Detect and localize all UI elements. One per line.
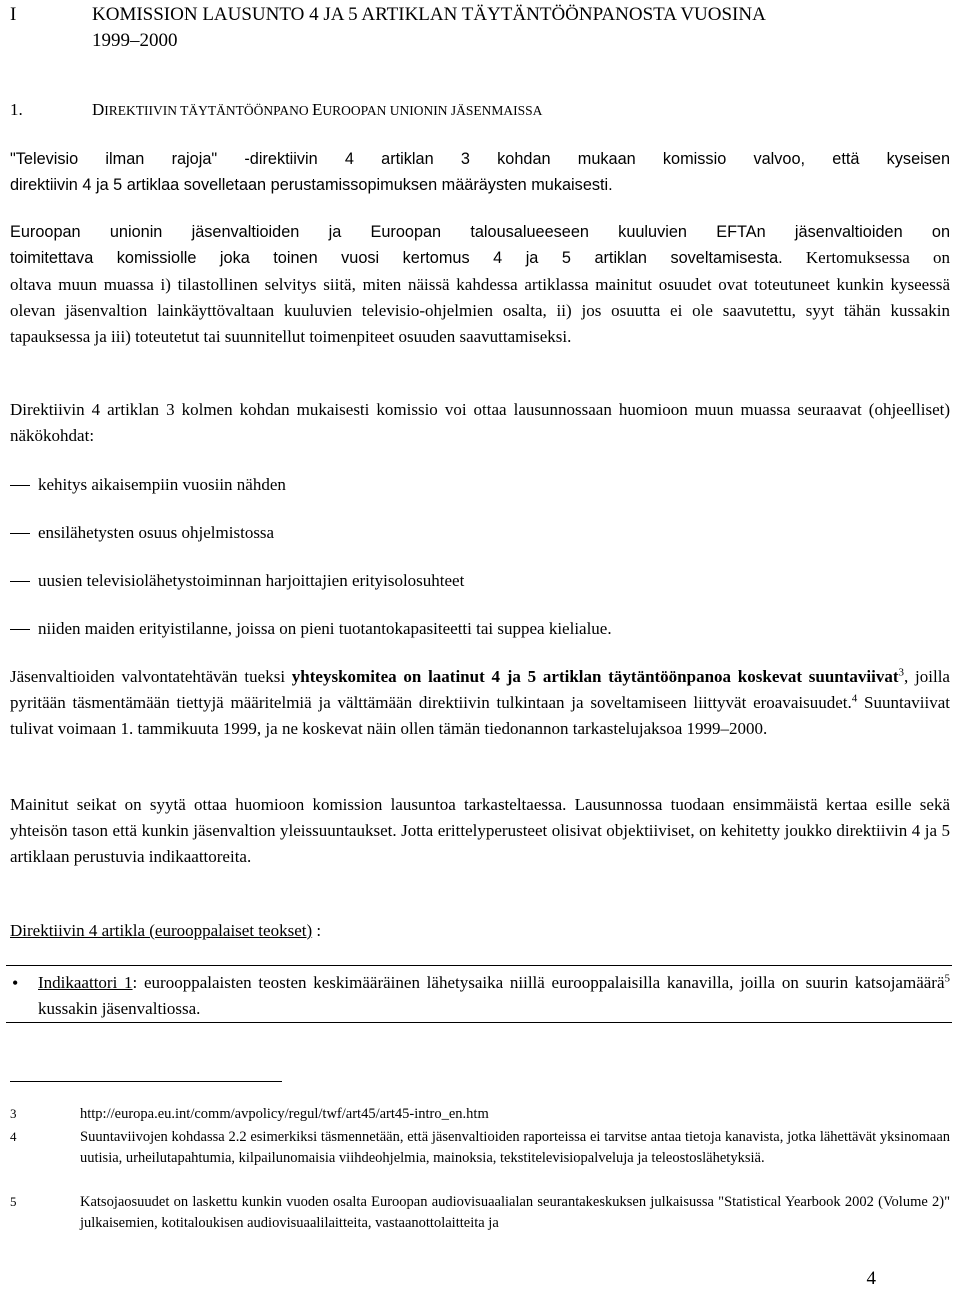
footnote-number: 4 (10, 1129, 17, 1144)
section-title-line2: 1999–2000 (92, 30, 178, 51)
paragraph-4-start: Jäsenvaltioiden valvontatehtävän tueksi (10, 667, 292, 686)
dash-list-item (0, 520, 960, 546)
section-title-line1: KOMISSION LAUSUNTO 4 JA 5 ARTIKLAN TÄYTÄNTÖÖNPANOSTA VUOSINA (92, 4, 766, 25)
dash-list-item (0, 616, 960, 642)
paragraph-2-rest: oltava muun muassa i) tilastollinen selvitys siitä, miten näissä kahdessa artiklassa mainitut osuudet ovat toteutuneet kunkin kyseessä olevan jäsenvaltion lainkäyttövaltaan kuuluvien televisio-ohjelmien osalta, ii) jos osuutta ei ole saavutettu, syyt tähän kussakin tapauksessa ja iii) toteutetut tai suunnitellut toimenpiteet osuuden saavuttamiseksi. (10, 275, 950, 346)
paragraph-4-after2: Suuntaviivat tulivat voimaan 1. tammikuuta 1999, ja ne koskevat näin ollen tämän tiedonannon tarkastelujaksoa 1999–2000. (10, 693, 950, 738)
paragraph-2-line2-sans: toimitettava komissiolle joka toinen vuosi kertomus 4 ja 5 artiklan soveltamisesta. (10, 249, 783, 267)
paragraph-2-line2 (10, 245, 950, 272)
paragraph-2-line2-serif: Kertomuksessa on (782, 248, 951, 267)
paragraph-2-line1: Euroopan unionin jäsenvaltioiden ja Euroopan talousalueeseen kuuluvien EFTAn jäsenvaltioiden on (10, 223, 950, 241)
dash-item-text: ensilähetysten osuus ohjelmistossa (38, 523, 275, 542)
dash-list-item (0, 568, 960, 594)
bullet-icon: • (12, 973, 19, 993)
subsection-title-rest1: IREKTIIVIN TÄYTÄNTÖÖNPANO (104, 103, 313, 118)
subsection-title-cap2: E (312, 100, 323, 119)
footnote-ref-3[interactable]: 3 (898, 666, 905, 679)
paragraph-3: Direktiivin 4 artiklan 3 kolmen kohdan mukaisesti komissio voi ottaa lausunnossaan huomioon muun muassa seuraavat (ohjeelliset) näkökohdat: (10, 400, 950, 445)
footnote-number: 5 (10, 1194, 17, 1209)
page-number: 4 (866, 1268, 876, 1289)
footnote-separator (10, 1081, 282, 1082)
footnote-text: Katsojaosuudet on laskettu kunkin vuoden osalta Euroopan audiovisuaalialan seurantakeskuksen julkaisussa "Statistical Yearbook 2002 (Volume 2)" julkaisemien, kotitaloukisen audiovisuaalilaitteita, vastaanottolaitteita ja (80, 1194, 950, 1231)
footnote (0, 1104, 960, 1126)
indicator-1-text1: : eurooppalaisten teosten keskimääräinen lähetysaika niillä eurooppalaisilla kanavilla, joilla on suurin katsojamäärä (132, 973, 945, 992)
article4-heading-suffix: : (312, 921, 322, 940)
indicator-1-label: Indikaattori 1 (38, 973, 133, 992)
paragraph-1-line2: direktiivin 4 ja 5 artiklaa sovelletaan perustamissopimuksen määräysten mukaisesti. (10, 176, 613, 194)
section-number: I (10, 4, 17, 25)
indicator-box (6, 965, 952, 1023)
footnote-number: 3 (10, 1106, 17, 1121)
article4-heading-text: Direktiivin 4 artikla (eurooppalaiset teokset) (10, 921, 313, 940)
subsection-number: 1. (10, 100, 23, 119)
footnote (0, 1192, 960, 1236)
dash-marker-icon (10, 533, 30, 534)
footnote-link[interactable]: http://europa.eu.int/comm/avpolicy/regul/twf/art45/art45-intro_en.htm (80, 1106, 489, 1122)
footnote-ref-5[interactable]: 5 (944, 972, 950, 985)
subsection-title-cap1: D (92, 100, 105, 119)
dash-list-item (0, 472, 960, 498)
paragraph-4-bold: yhteyskomitea on laatinut 4 ja 5 artiklan täytäntöönpanoa koskevat suuntaviivat (291, 667, 899, 686)
dash-list (0, 472, 960, 652)
paragraph-4-after1: , joilla pyritään täsmentämään tiettyjä määritelmiä ja välttämään direktiivin tulkintaan ja soveltamiseen liittyvät eroavaisuudet. (10, 667, 950, 712)
dash-marker-icon (10, 629, 30, 630)
paragraph-1 (10, 146, 950, 198)
paragraph-1-line1: "Televisio ilman rajoja" -direktiivin 4 artiklan 3 kohdan mukaan komissio valvoo, että kyseisen (10, 150, 950, 168)
footnote-ref-4[interactable]: 4 (851, 692, 858, 705)
dash-item-text: niiden maiden erityistilanne, joissa on pieni tuotantokapasiteetti tai suppea kielialue. (38, 619, 612, 638)
section-title (92, 2, 952, 54)
indicator-1-text (38, 970, 950, 1022)
subsection-title-rest2: UROOPAN UNIONIN JÄSENMAISSA (322, 103, 543, 118)
footnote-text: Suuntaviivojen kohdassa 2.2 esimerkiksi täsmennetään, että jäsenvaltioiden raporteissa ei tarvitse antaa tietoja kanavista, jotka lähettävät yksinomaan uutisia, urheilutapahtumia, kilpailunomaisia viihdeohjelmia, mainoksia, tekstitelevisiopalveluja ja teleostoslähetyksiä. (80, 1129, 950, 1166)
article4-heading (10, 918, 321, 944)
dash-item-text: uusien televisiolähetystoiminnan harjoittajien erityisolosuhteet (38, 571, 465, 590)
footnote (0, 1127, 960, 1191)
indicator-1-text2: kussakin jäsenvaltiossa. (38, 999, 201, 1018)
paragraph-2 (10, 219, 950, 350)
paragraph-4 (10, 664, 950, 742)
subsection-title (92, 97, 952, 124)
dash-marker-icon (10, 581, 30, 582)
dash-item-text: kehitys aikaisempiin vuosiin nähden (38, 475, 286, 494)
paragraph-5: Mainitut seikat on syytä ottaa huomioon komission lausuntoa tarkasteltaessa. Lausunnossa tuodaan ensimmäistä kertaa esille sekä yhteisön tason että kunkin jäsenvaltion yleissuuntaukset. Jotta erittelyperusteet olisivat objektiiviset, on kehitetty joukko direktiivin 4 ja 5 artiklaan perustuvia indikaattoreita. (10, 795, 950, 866)
dash-marker-icon (10, 485, 30, 486)
